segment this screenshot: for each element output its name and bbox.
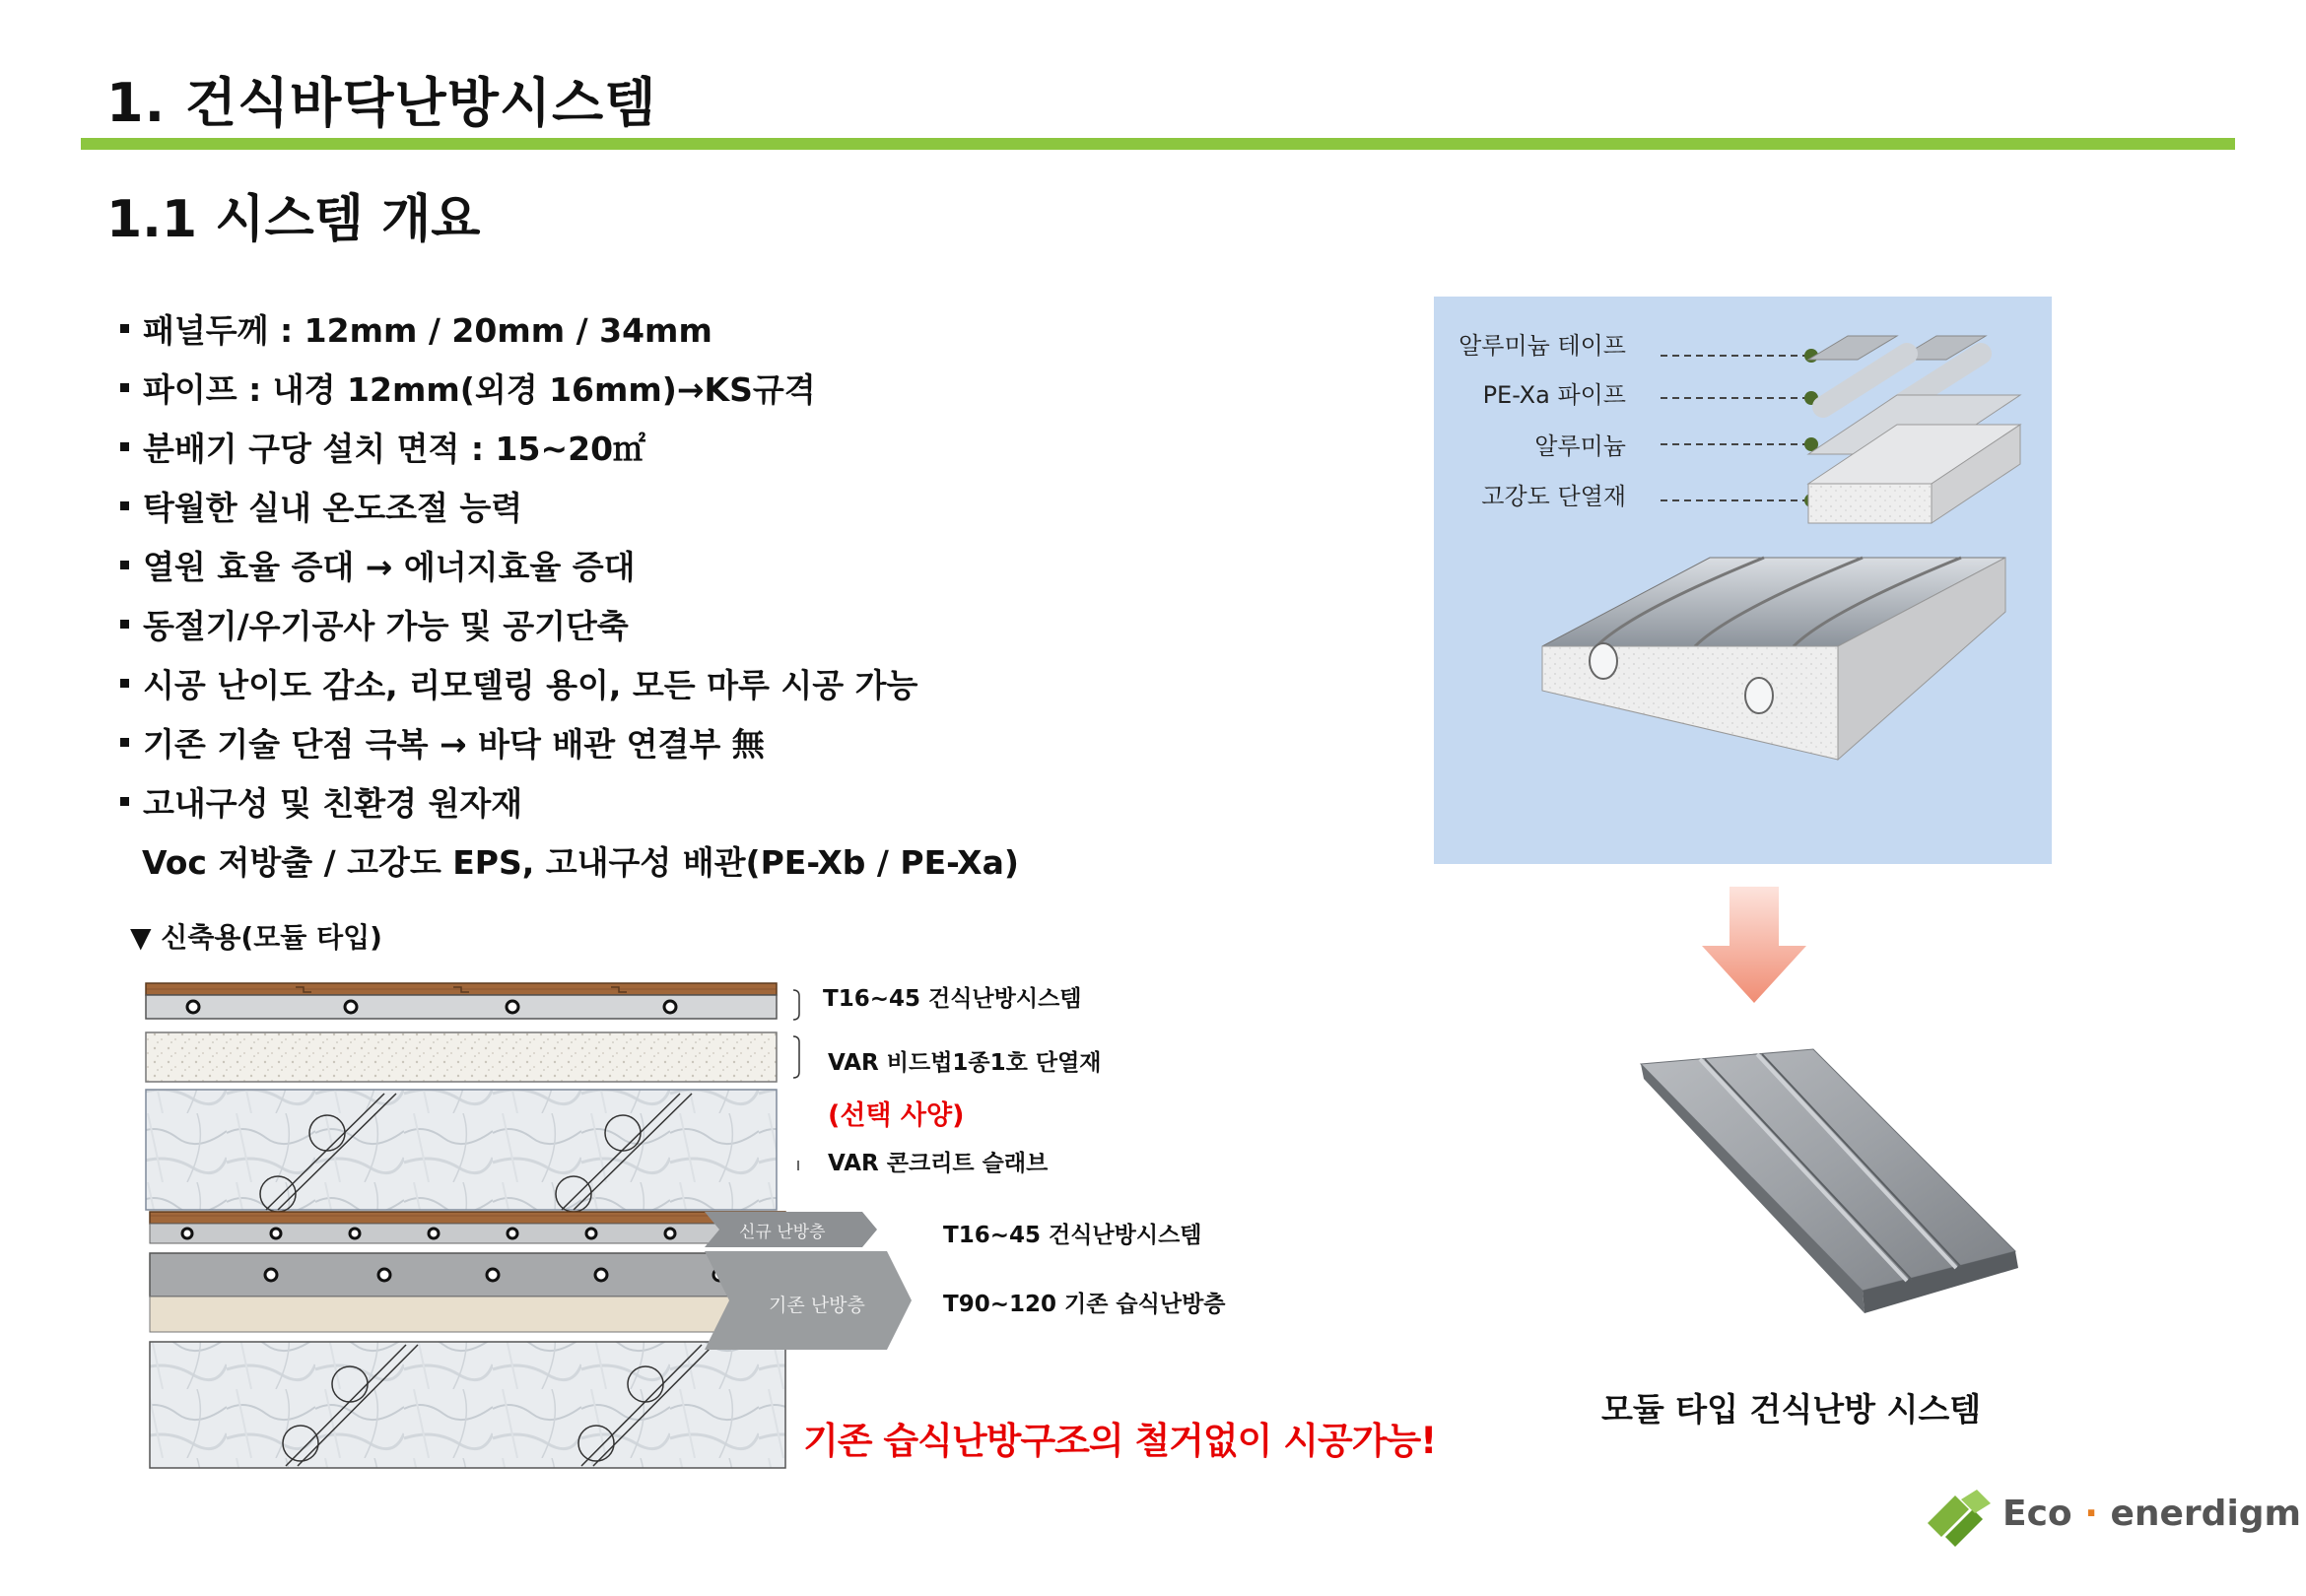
tag-new-layer: 신규 난방층 (739, 1223, 826, 1242)
feature-item (120, 660, 917, 706)
bullet (120, 383, 129, 392)
feature-text: 시공 난이도 감소, 리모델링 용이, 모든 마루 시공 가능 (143, 666, 918, 704)
feature-text: 기존 기술 단점 극복 → 바닥 배관 연결부 無 (143, 725, 765, 764)
module-panel-image (1636, 1039, 2030, 1329)
feature-text: 동절기/우기공사 가능 및 공기단축 (143, 607, 629, 645)
feature-text: 탁월한 실내 온도조절 능력 (143, 489, 523, 527)
company-logo (1922, 1486, 2302, 1553)
panel-exploded-view (1434, 297, 2052, 864)
module-caption: 모듈 타입 건식난방 시스템 (1601, 1390, 1982, 1429)
label-slab: VAR 콘크리트 슬래브 (828, 1151, 1049, 1176)
feature-item (120, 305, 712, 352)
cross-section-diagram (138, 975, 1261, 1482)
panel-label-tape: 알루미늄 테이프 (1458, 332, 1626, 360)
label-system-2: T16~45 건식난방시스템 (943, 1223, 1202, 1248)
logo-part-1: Eco (2002, 1494, 2072, 1534)
feature-item (120, 365, 816, 411)
new-build-caption: ▼ 신축용(모듈 타입) (130, 921, 382, 954)
logo-wordmark (2002, 1494, 2301, 1534)
feature-item (120, 483, 522, 529)
label-insulation: VAR 비드법1종1호 단열재 (828, 1050, 1102, 1076)
title-divider (81, 138, 2235, 150)
panel-label-insulation: 고강도 단열재 (1481, 483, 1626, 510)
feature-continuation: Voc 저방출 / 고강도 EPS, 고내구성 배관(PE-Xb / PE-Xa) (142, 843, 1019, 882)
feature-text: 열원 효율 증대 → 에너지효율 증대 (143, 548, 636, 586)
bullet (120, 442, 129, 451)
feature-text: 패널두께 : 12mm / 20mm / 34mm (143, 311, 712, 350)
label-existing-layer: T90~120 기존 습식난방층 (943, 1292, 1226, 1317)
bullet (120, 679, 129, 688)
feature-item (120, 778, 522, 825)
feature-item (120, 542, 636, 588)
bullet (120, 501, 129, 510)
feature-item (120, 719, 765, 765)
bullet (120, 738, 129, 747)
feature-text: 파이프 : 내경 12mm(외경 16mm)→KS규격 (143, 370, 816, 409)
bullet (120, 324, 129, 333)
feature-item (120, 424, 645, 470)
feature-text: 고내구성 및 친환경 원자재 (143, 784, 523, 823)
bullet (120, 561, 129, 569)
feature-item (120, 601, 629, 647)
tag-existing-layer: 기존 난방층 (769, 1295, 865, 1316)
section-title: 1.1 시스템 개요 (106, 190, 481, 249)
label-system: T16~45 건식난방시스템 (823, 986, 1082, 1012)
logo-dot: · (2084, 1494, 2098, 1534)
bullet (120, 620, 129, 629)
callout-text: 기존 습식난방구조의 철거없이 시공가능! (803, 1420, 1437, 1462)
panel-label-aluminium: 알루미늄 (1534, 432, 1626, 460)
page-title: 1. 건식바닥난방시스템 (106, 72, 657, 134)
down-arrow-icon (1700, 887, 1808, 1009)
label-optional: (선택 사양) (828, 1100, 965, 1131)
logo-part-2: enerdigm (2110, 1494, 2302, 1534)
bullet (120, 797, 129, 806)
logo-mark (1922, 1486, 2001, 1549)
panel-label-pipe: PE-Xa 파이프 (1482, 381, 1626, 409)
feature-text: 분배기 구당 설치 면적 : 15~20㎡ (143, 430, 646, 468)
